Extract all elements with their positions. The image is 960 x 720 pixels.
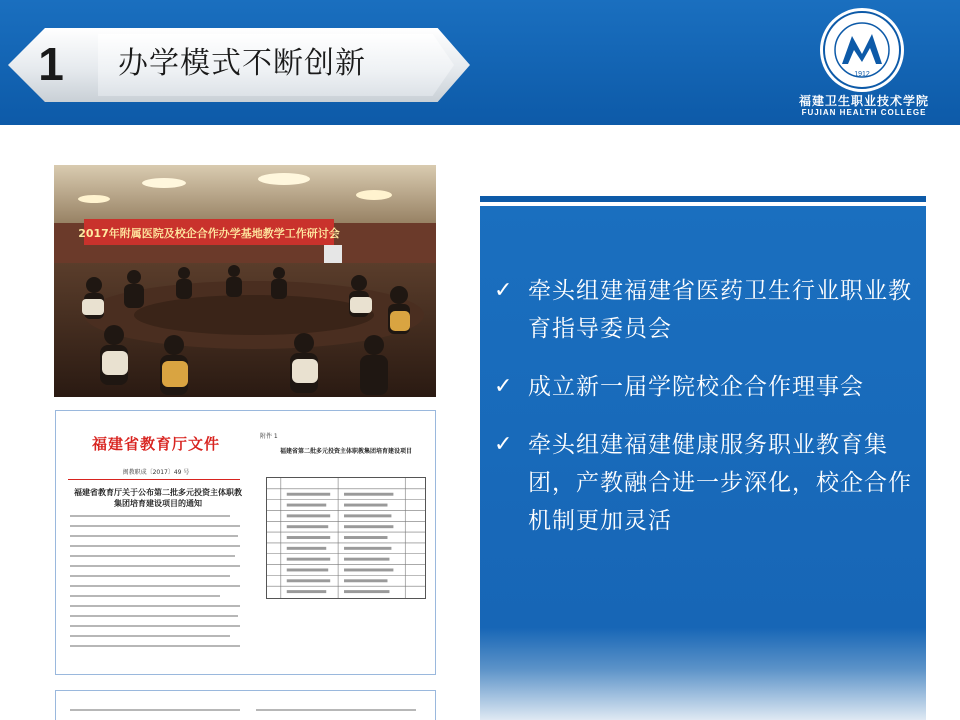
document-text-line	[70, 585, 240, 587]
document-header: 福建省教育厅文件	[91, 435, 220, 453]
attachment-title: 福建省第二批多元投资主体职教集团培育建设项目	[279, 448, 412, 455]
document-text-line	[70, 535, 238, 537]
page-title: 办学模式不断创新	[118, 46, 366, 81]
document-text-line	[70, 515, 230, 517]
document-text-line	[70, 645, 240, 647]
logo-year: 1912	[854, 71, 870, 78]
document-text-line	[70, 615, 238, 617]
meeting-photo-illustration	[54, 165, 436, 397]
document-text-line	[70, 635, 230, 637]
bullet-item	[494, 426, 914, 540]
document-subject: 福建省教育厅关于公布第二批多元投资主体职教集团培育建设项目的通知	[74, 488, 242, 508]
meeting-banner-text: 2017年附属医院及校企合作办学基地教学工作研讨会	[78, 227, 340, 240]
second-document-page	[55, 690, 436, 720]
document-text-line	[70, 625, 240, 627]
checkmark-icon: ✓	[494, 432, 514, 457]
bullet-list	[494, 272, 914, 560]
checkmark-icon: ✓	[494, 278, 514, 303]
attachment-label: 附件 1	[260, 433, 278, 440]
document-text-line	[70, 709, 240, 711]
bullet-item	[494, 272, 914, 348]
college-logo	[818, 6, 906, 94]
document-text-line	[70, 565, 240, 567]
document-number: 闽教职成〔2017〕49 号	[122, 469, 190, 476]
bullet-item	[494, 368, 914, 406]
panel-top-rule	[480, 196, 926, 202]
official-document	[55, 410, 436, 675]
document-text-line	[256, 709, 416, 711]
bullet-text: 牵头组建福建健康服务职业教育集团，产教融合进一步深化，校企合作机制更加灵活	[528, 432, 912, 534]
document-text-line	[70, 575, 230, 577]
attachment-table	[266, 477, 426, 599]
section-number: 1	[38, 38, 64, 90]
document-text-line	[70, 525, 240, 527]
meeting-photo	[54, 165, 436, 397]
logo-name-cn: 福建卫生职业技术学院	[798, 94, 929, 108]
checkmark-icon: ✓	[494, 374, 514, 399]
document-text-line	[70, 545, 240, 547]
document-text-line	[70, 605, 240, 607]
bullet-text: 牵头组建福建省医药卫生行业职业教育指导委员会	[528, 278, 912, 342]
document-text-line	[70, 555, 235, 557]
bullet-text: 成立新一届学院校企合作理事会	[528, 374, 864, 400]
logo-name-en: FUJIAN HEALTH COLLEGE	[801, 108, 927, 117]
document-text-line	[70, 595, 220, 597]
document-red-rule	[68, 479, 240, 480]
